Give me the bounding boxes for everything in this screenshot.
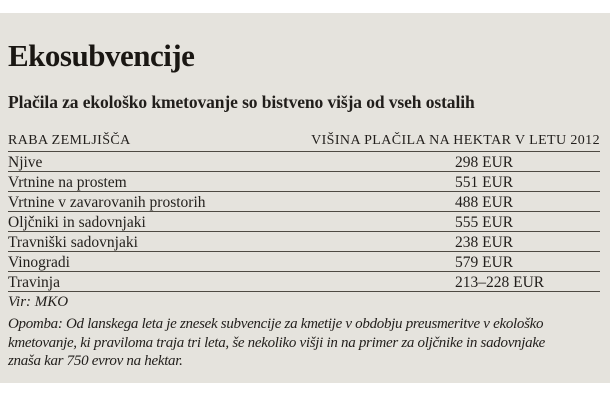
footnote [8, 315, 600, 371]
row-value: 213–228 EUR [455, 274, 545, 291]
table-row [8, 272, 600, 292]
footnote-line: znaša kar 750 evrov na hektar. [8, 353, 183, 369]
page-title: Ekosubvencije [8, 38, 195, 73]
row-label: Travniški sadovnjaki [8, 234, 138, 251]
row-value: 555 EUR [455, 214, 514, 231]
table-row [8, 252, 600, 272]
row-value: 551 EUR [455, 174, 514, 191]
row-label: Vrtnine na prostem [8, 174, 127, 191]
col-header-land-use: RABA ZEMLJIŠČA [8, 133, 131, 148]
row-label: Vinogradi [8, 254, 70, 271]
row-label: Vrtnine v zavarovanih prostorih [8, 194, 206, 211]
footnote-line: kmetovanje, ki praviloma traja tri leta, še nekoliko višji in na primer za oljčnike in sadovnjake [8, 334, 546, 351]
footnote-line: Opomba: Od lanskega leta je znesek subvencije za kmetije v obdobju preusmeritve v ekološko [8, 316, 544, 332]
table-row [8, 192, 600, 212]
table-row [8, 152, 600, 172]
row-value: 488 EUR [455, 194, 514, 211]
row-value: 238 EUR [455, 234, 514, 251]
row-label: Njive [8, 154, 43, 171]
table-row [8, 232, 600, 252]
row-label: Travinja [8, 274, 60, 291]
subsidy-table [8, 133, 600, 292]
table-header [8, 133, 600, 152]
row-label: Oljčniki in sadovnjaki [8, 214, 146, 231]
infographic-panel [0, 13, 610, 383]
source-line: Vir: MKO [8, 294, 69, 310]
row-value: 579 EUR [455, 254, 514, 271]
row-value: 298 EUR [455, 154, 514, 171]
col-header-payment-per-hectare: VIŠINA PLAČILA NA HEKTAR V LETU 2012 [311, 133, 600, 148]
table-row [8, 172, 600, 192]
page-subtitle: Plačila za ekološko kmetovanje so bistveno višja od vseh ostalih [8, 92, 475, 112]
table-row [8, 212, 600, 232]
